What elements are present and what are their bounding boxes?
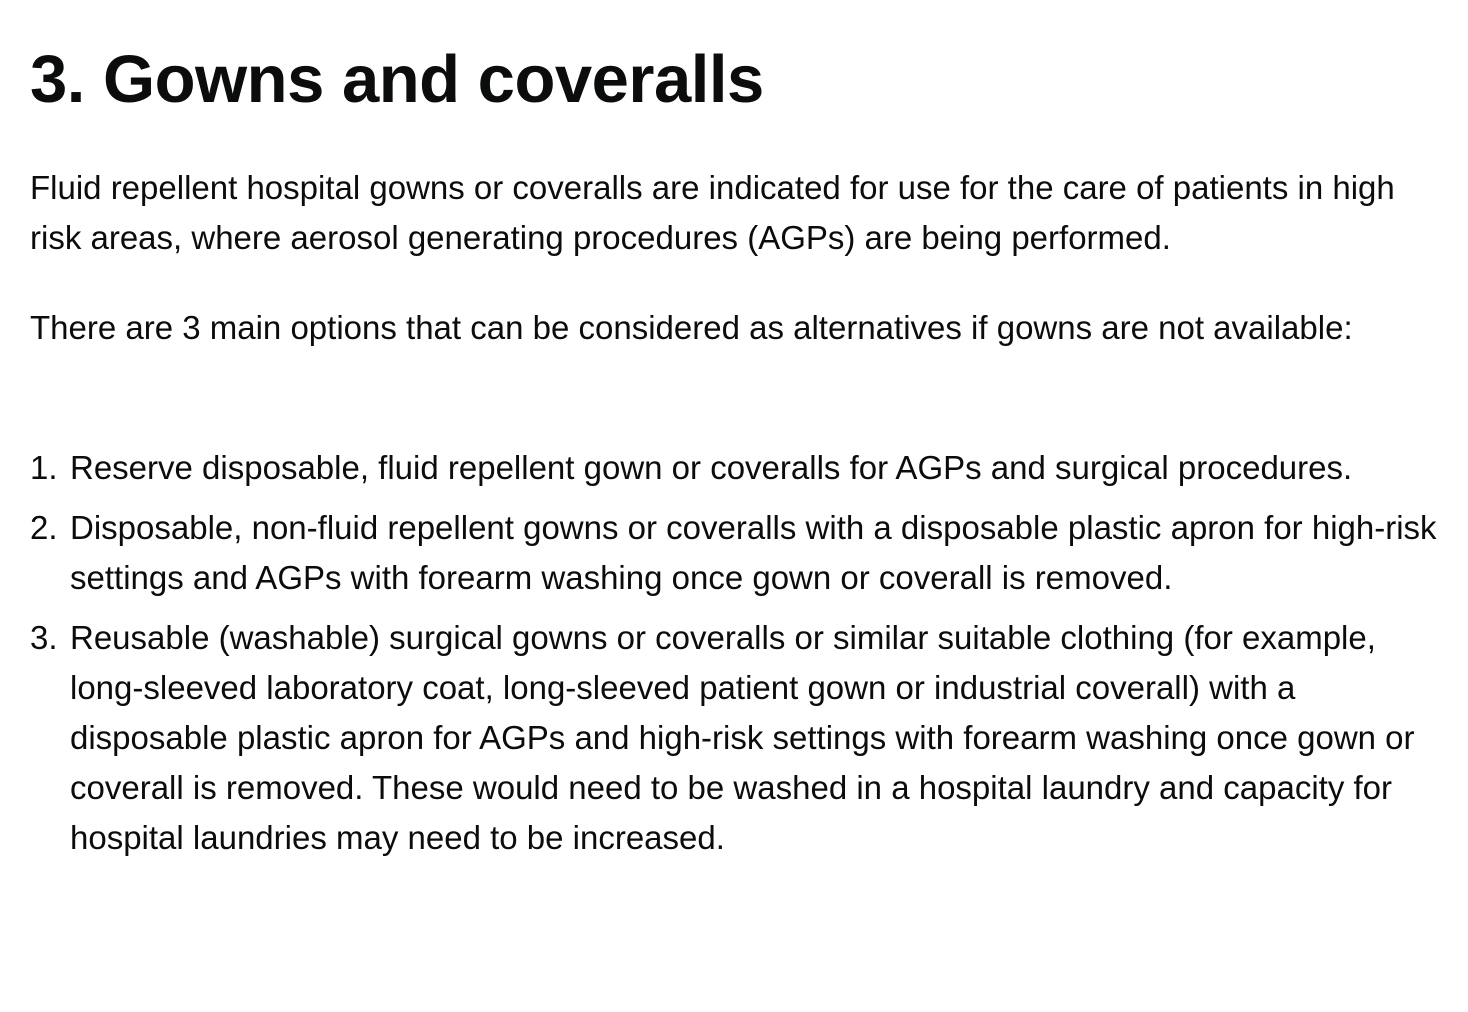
list-item-text: Reusable (washable) surgical gowns or coveralls or similar suitable clothing (for example, long-sleeved laboratory coat, long-sleeved patient gown or industrial coverall) with a disposable plastic apron for AGPs and high-risk settings with forearm washing once gown or coverall is removed. These would need to be washed in a hospital laundry and capacity for hospital laundries may need to be increased. [70, 619, 1415, 856]
list-item-text: Disposable, non-fluid repellent gowns or coveralls with a disposable plastic apron for high-risk settings and AGPs with forearm washing once gown or coverall is removed. [70, 509, 1437, 596]
page-title: 3. Gowns and coveralls [30, 42, 764, 117]
list-item-number: 2. [30, 509, 58, 546]
list-item-text: Reserve disposable, fluid repellent gown or coveralls for AGPs and surgical procedures. [70, 449, 1353, 486]
intro-paragraph: Fluid repellent hospital gowns or coveralls are indicated for use for the care of patients in high risk areas, where aerosol generating procedures (AGPs) are being performed. [30, 169, 1395, 256]
list-item [30, 443, 1450, 493]
list-item-number: 3. [30, 619, 58, 656]
list-item [30, 613, 1450, 863]
options-lead-paragraph: There are 3 main options that can be considered as alternatives if gowns are not available: [30, 309, 1353, 346]
list-item-number: 1. [30, 449, 58, 486]
list-item [30, 503, 1450, 603]
options-list [30, 443, 1450, 873]
